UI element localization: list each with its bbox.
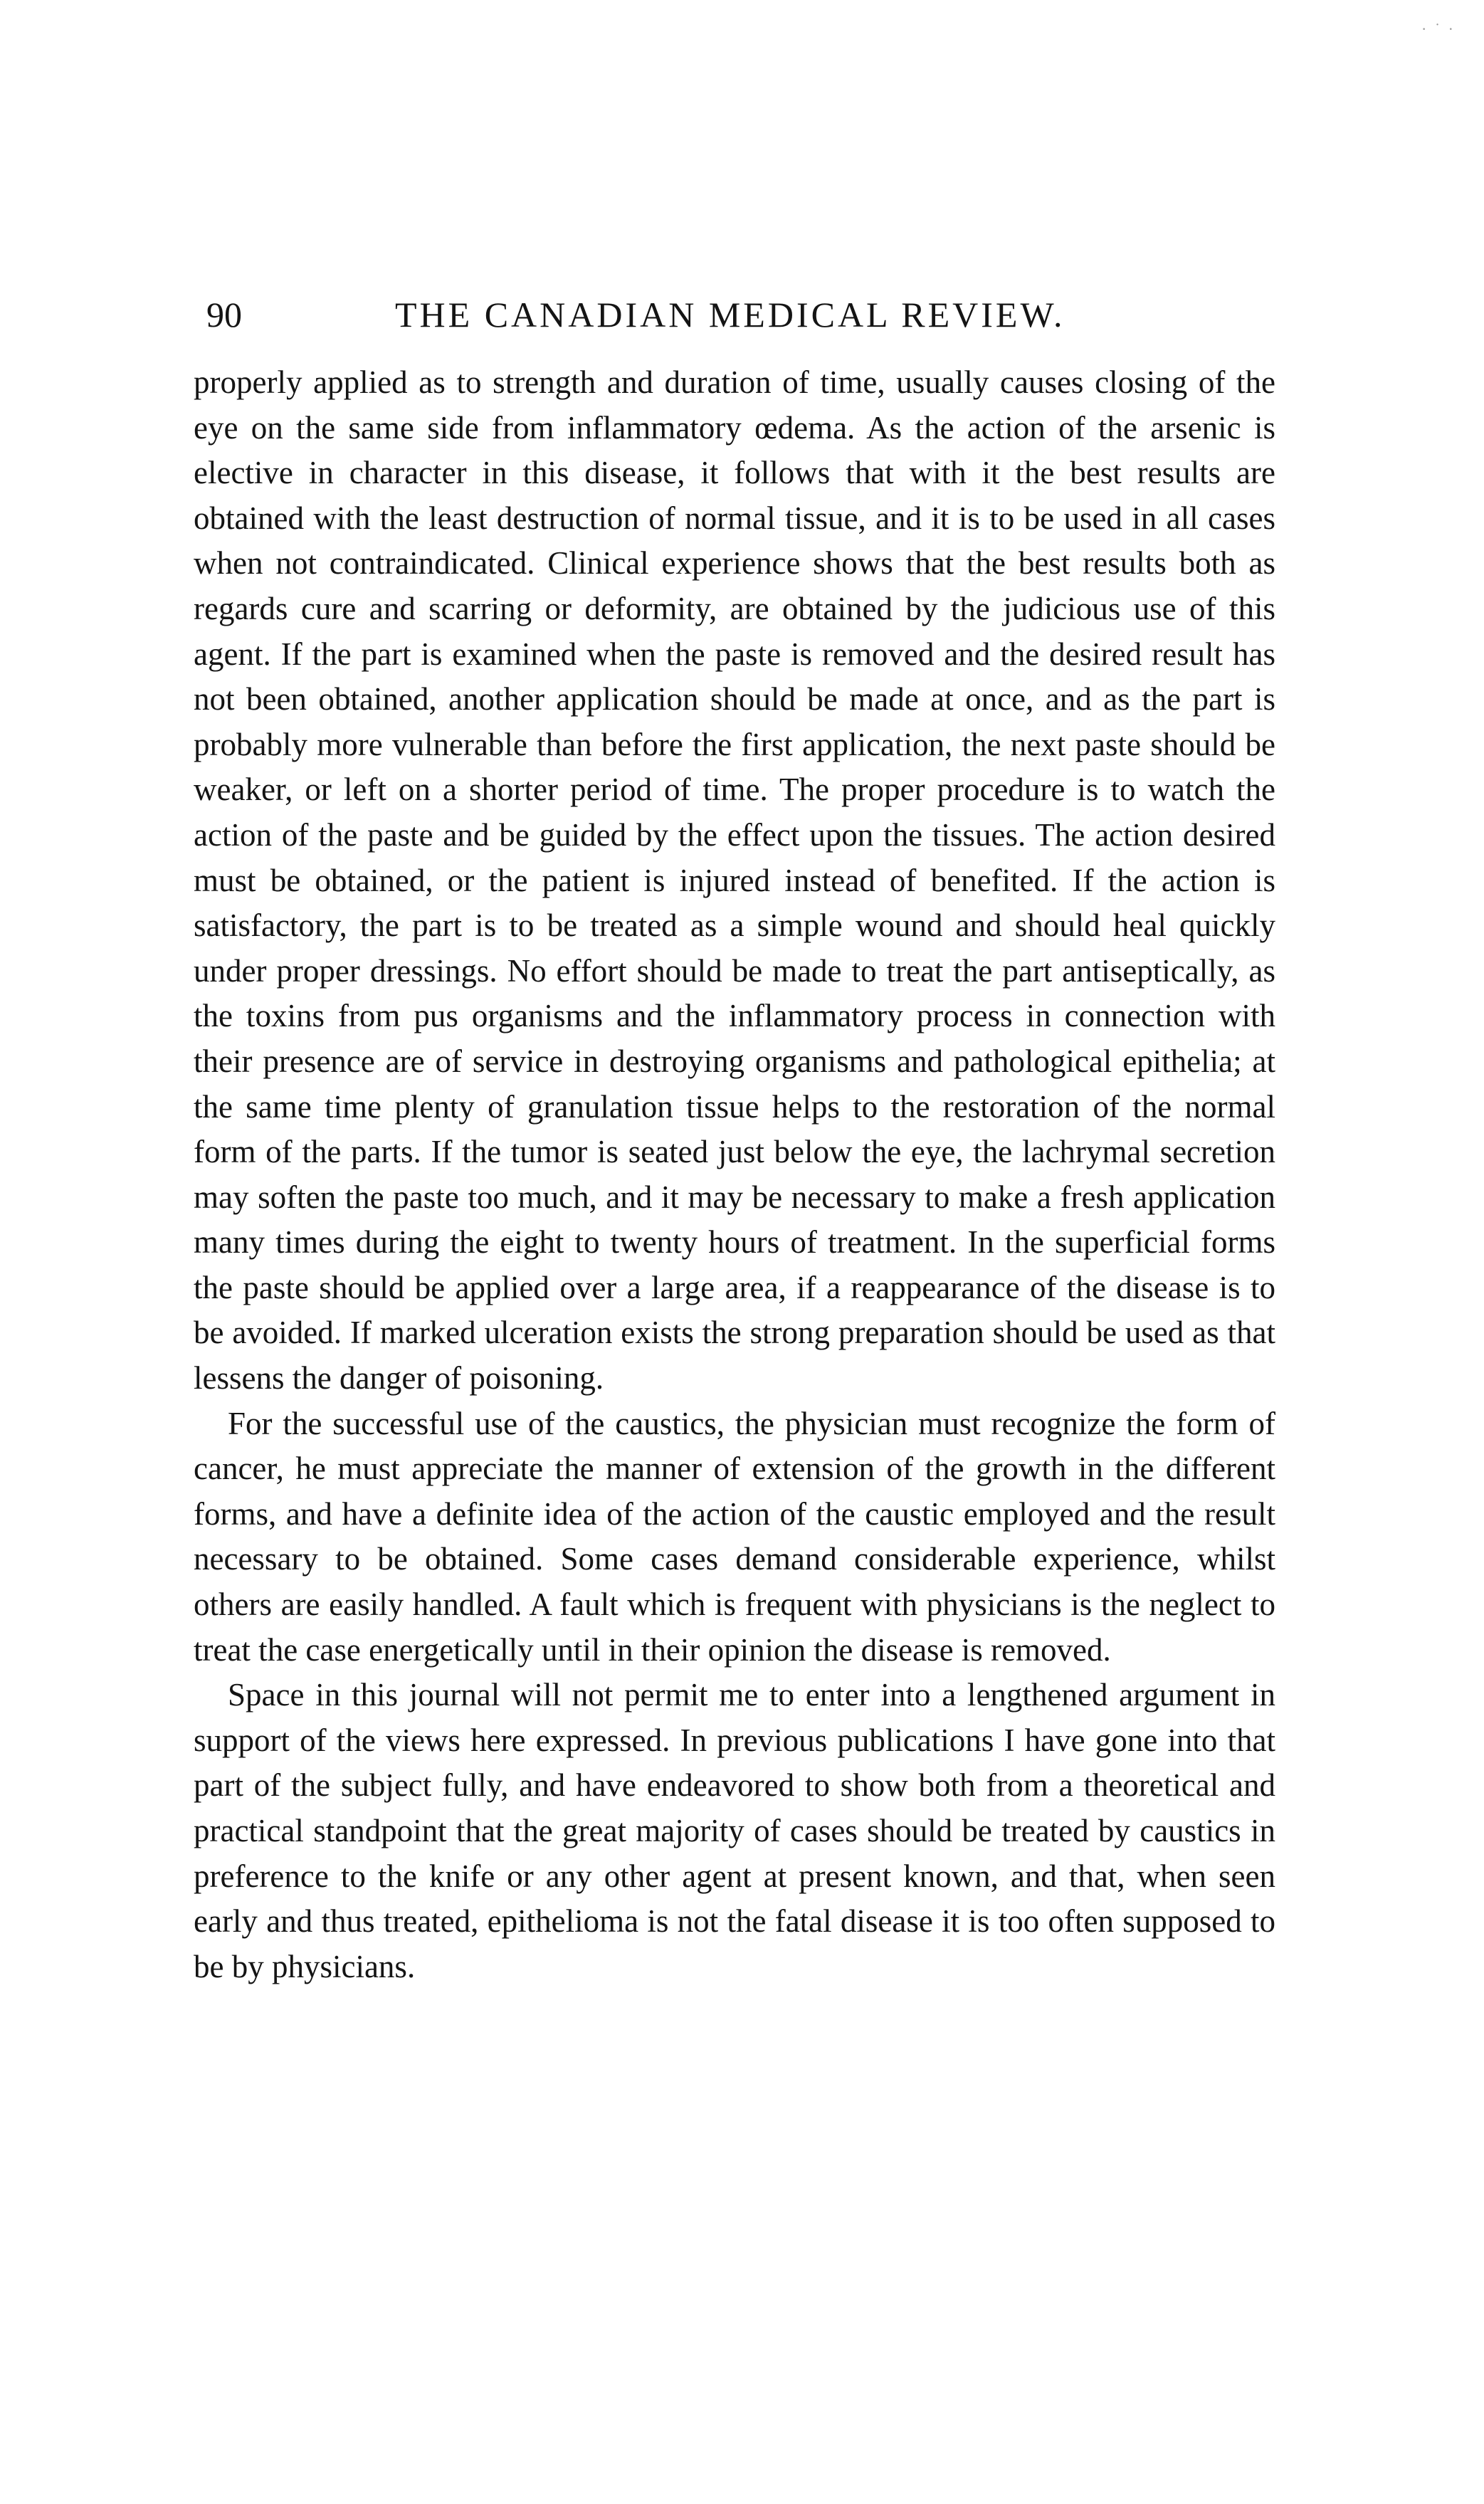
scan-specks: · ˙ · bbox=[1421, 20, 1456, 38]
body-text bbox=[194, 360, 1275, 1989]
paragraph-conclusion: Space in this journal will not permit me to enter into a lengthened argument in support of the views here expressed. In previous publications I have gone into that part of the subject fully, and have endeavored to show both from a theoretical and practical standpoint that the great majority of cases should be treated by caustics in preference to the knife or any other agent at present known, and that, when seen early and thus treated, epithelioma is not the fatal disease it is too often supposed to be by physicians. bbox=[194, 1677, 1275, 1984]
page-number: 90 bbox=[206, 295, 242, 335]
journal-title: THE CANADIAN MEDICAL REVIEW. bbox=[395, 295, 1065, 335]
paragraph-caustics-use: For the successful use of the caustics, the physician must recognize the form of cancer, he must appreciate the manner of extension of the growth in the different forms, and have a definite idea of the action of the caustic employed and the result necessary to be obtained. Some cases demand considerable experience, whilst others are easily handled. A fault which is frequent with physicians is the neglect to treat the case energetically until in their opinion the disease is removed. bbox=[194, 1405, 1275, 1668]
paragraph-continuation: properly applied as to strength and duration of time, usually causes closing of the eye on the same side from inflammatory œdema. As the action of the arsenic is elective in character in this disease, it follows that with it the best results are obtained with the least destruction of normal tissue, and it is to be used in all cases when not contraindicated. Clinical experience shows that the best results both as regards cure and scarring or deformity, are obtained by the judicious use of this agent. If the part is examined when the paste is removed and the desired result has not been obtained, another application should be made at once, and as the part is probably more vulnerable than before the first application, the next paste should be weaker, or left on a shorter period of time. The proper procedure is to watch the action of the paste and be guided by the effect upon the tissues. The action desired must be obtained, or the patient is injured instead of benefited. If the action is satisfactory, the part is to be treated as a simple wound and should heal quickly under proper dressings. No effort should be made to treat the part antiseptically, as the toxins from pus organisms and the inflammatory process in connection with their presence are of service in destroying organisms and pathological epithelia; at the same time plenty of granulation tissue helps to the restoration of the normal form of the parts. If the tumor is seated just below the eye, the lachrymal secretion may soften the paste too much, and it may be necessary to make a fresh application many times during the eight to twenty hours of treatment. In the superficial forms the paste should be applied over a large area, if a reappearance of the disease is to be avoided. If marked ulceration exists the strong preparation should be used as that lessens the danger of poisoning. bbox=[194, 364, 1275, 1396]
running-head bbox=[206, 290, 1303, 340]
